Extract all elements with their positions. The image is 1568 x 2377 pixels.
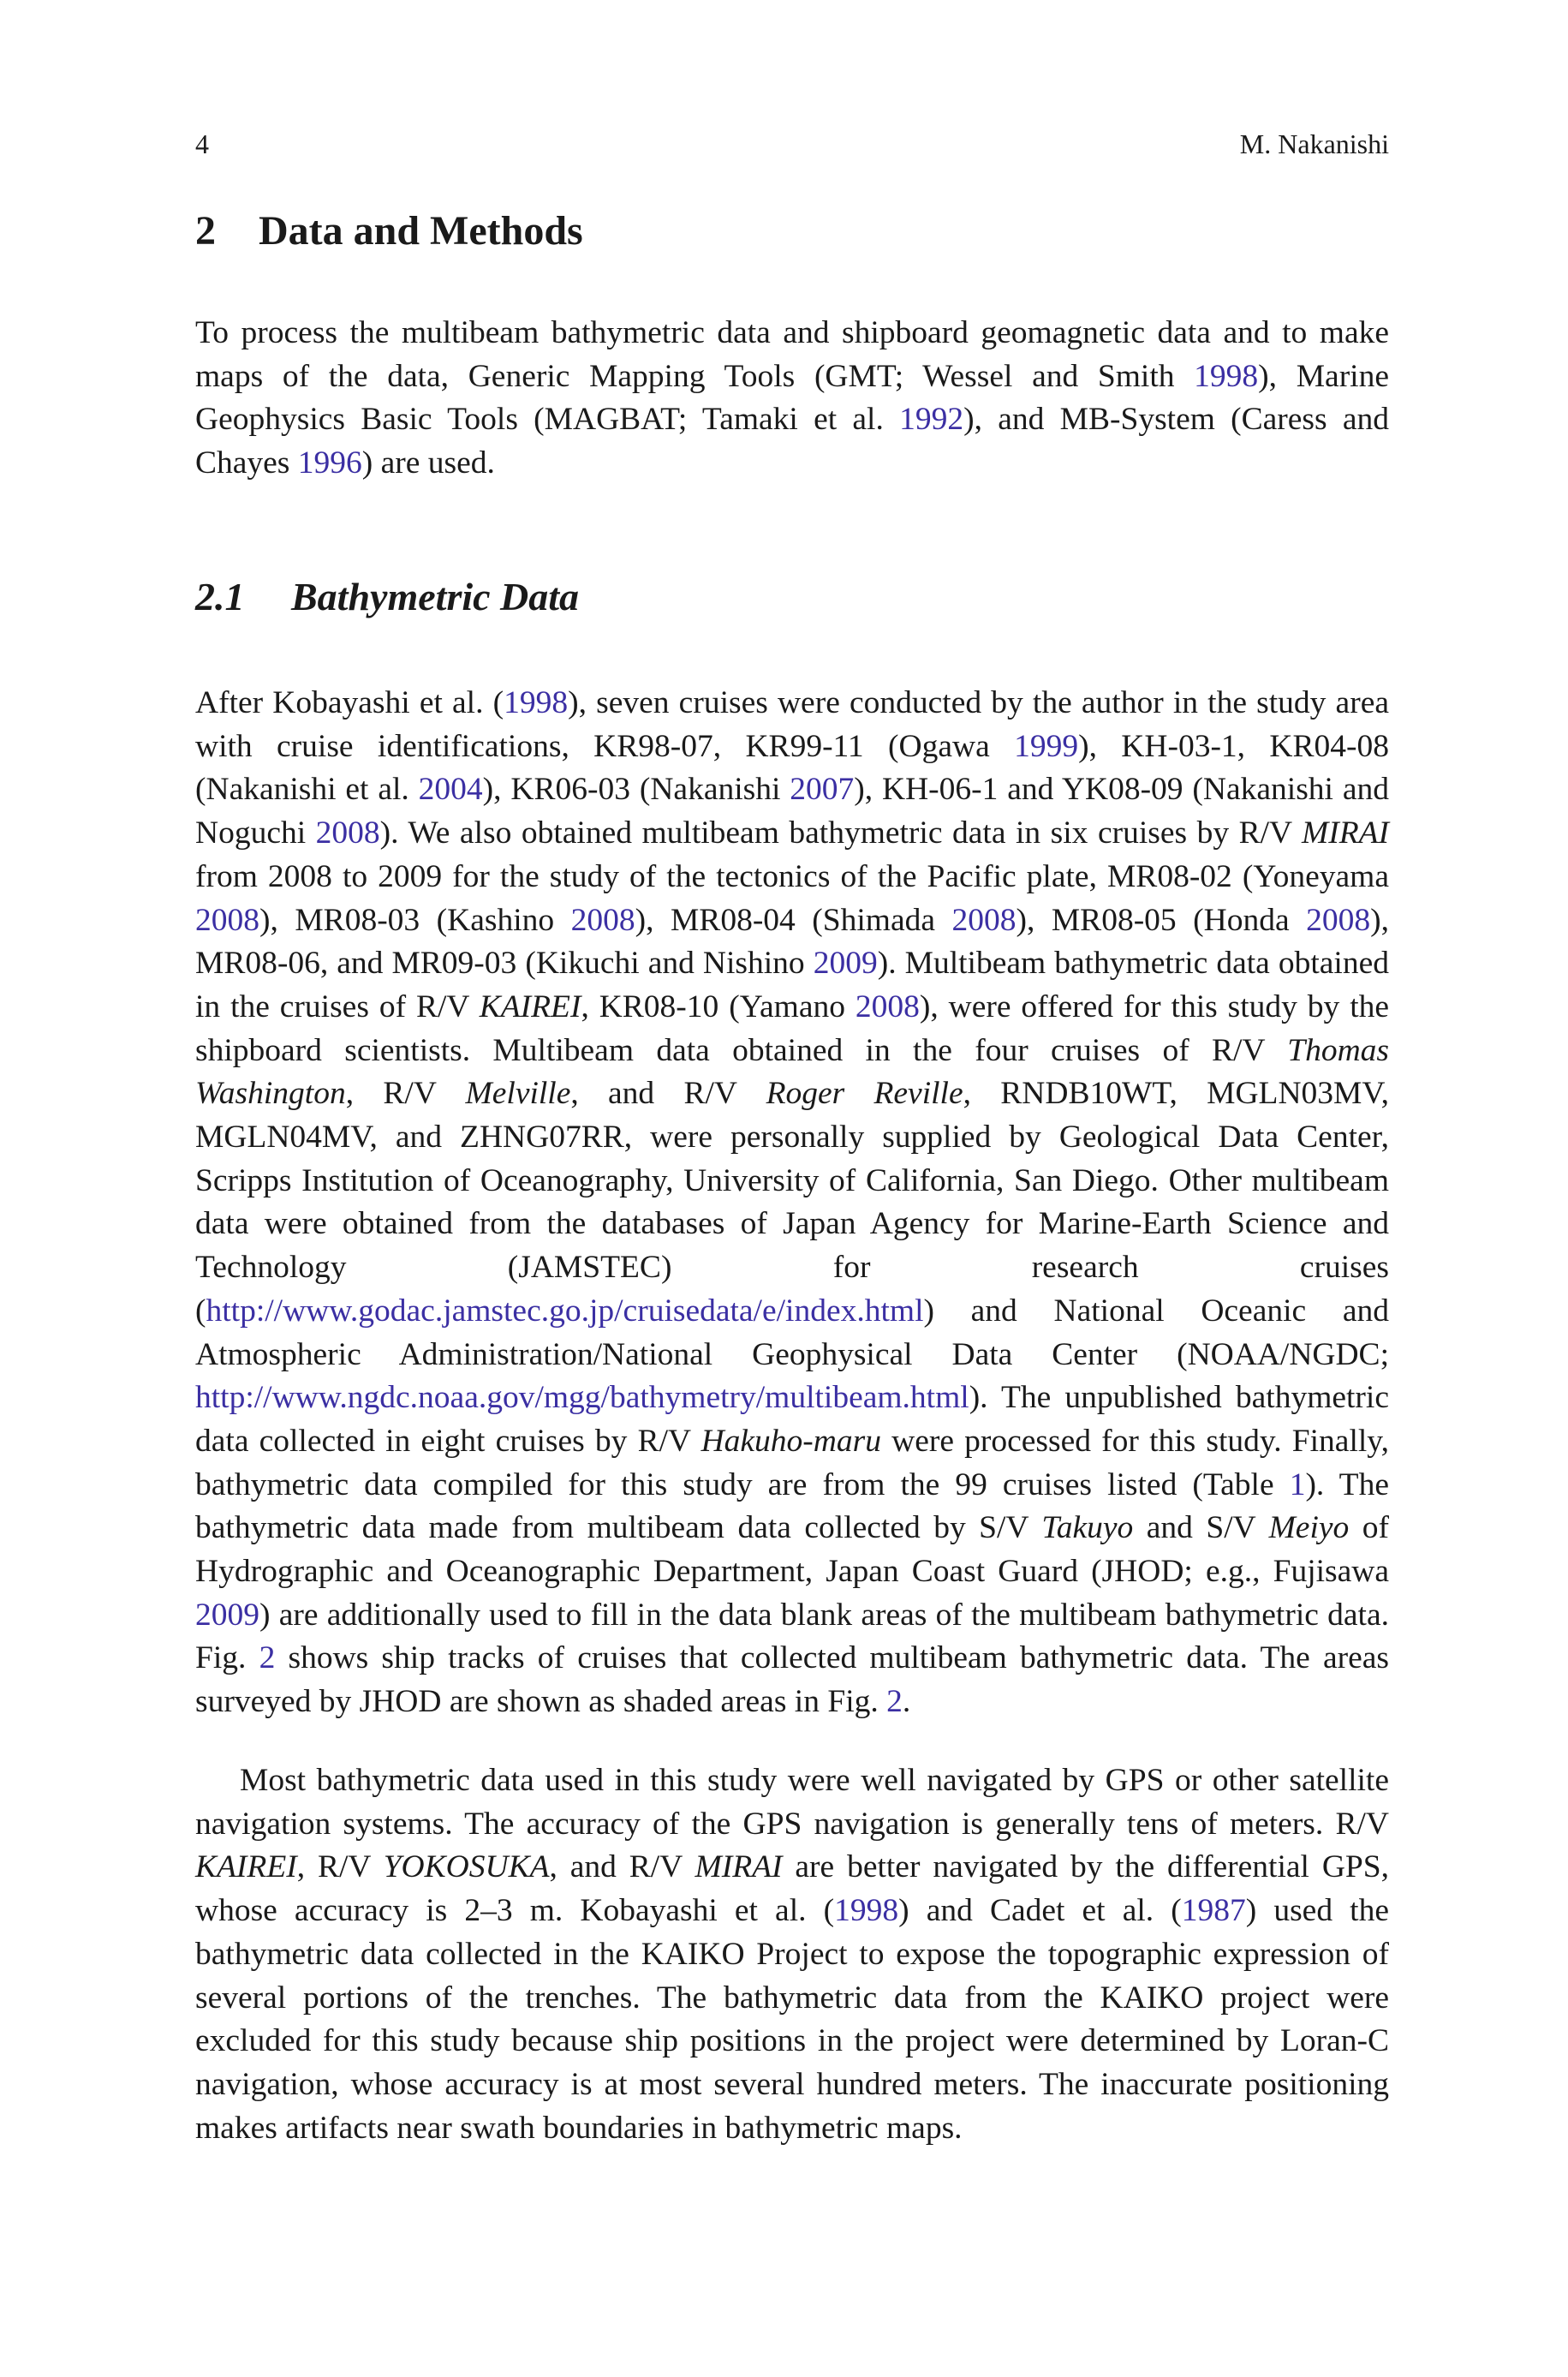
text-run: ), MR08-03 (Kashino [259,902,571,938]
text-run: of Hydrographic and Oceanographic Department, Japan Coast Guard (JHOD; e.g., Fujisawa [195,1510,1389,1590]
reference-link[interactable]: 1987 [1181,1893,1246,1929]
text-run: ), MR08-06, and MR09-03 (Kikuchi and Nishino [195,902,1389,982]
subsection-title: Bathymetric Data [291,575,580,618]
reference-link[interactable]: 2007 [790,772,855,808]
text-run: ), were offered for this study by the shipboard scientists. Multibeam data obtained in the four cruises of R/V [195,988,1390,1068]
reference-link[interactable]: http://www.ngdc.noaa.gov/mgg/bathymetry/multibeam.html [195,1380,969,1416]
body-paragraph-2 [195,1759,1389,2150]
text-run: ) are used. [361,445,495,481]
italic-term: MIRAI [1301,815,1389,851]
text-run: are better navigated by the differential GPS, whose accuracy is 2–3 m. Kobayashi et al. ( [195,1849,1389,1929]
reference-link[interactable]: 2008 [1306,902,1371,938]
section-heading [195,206,583,257]
text-run: , R/V [296,1849,384,1885]
text-run: ). Multibeam bathymetric data obtained in the cruises of R/V [195,946,1389,1024]
text-run: shows ship tracks of cruises that collected multibeam bathymetric data. The areas surveyed by JHOD are shown as shaded areas in Fig. [195,1640,1390,1720]
subsection-number: 2.1 [195,575,245,618]
text-run: Most bathymetric data used in this study were well navigated by GPS or other satellite navigation systems. The accuracy of the GPS navigation is generally tens of meters. R/V [195,1763,1389,1842]
italic-term: Roger Reville [766,1076,963,1112]
text-run: were processed for this study. Finally, bathymetric data compiled for this study are from the 99 cruises listed (Table [195,1423,1389,1502]
text-run: from 2008 to 2009 for the study of the tectonics of the Pacific plate, MR08-02 (Yoneyama [195,858,1389,894]
italic-term: Hakuho-maru [701,1423,881,1459]
italic-term: YOKOSUKA [383,1849,550,1885]
text-run: ), MR08-05 (Honda [1016,902,1307,938]
text-run: ), KH-06-1 and YK08-09 (Nakanishi and Noguchi [195,772,1389,851]
text-run: ). The bathymetric data made from multibeam data collected by S/V [195,1466,1389,1546]
text-run: ) are additionally used to fill in the data blank areas of the multibeam bathymetric data. Fig. [195,1597,1389,1676]
text-run: and S/V [1133,1510,1269,1546]
reference-link[interactable]: 2004 [418,772,483,808]
page-number: 4 [195,128,209,159]
text-run: ), KH-03-1, KR04-08 (Nakanishi et al. [195,728,1389,808]
reference-link[interactable]: 1999 [1014,728,1079,764]
reference-link[interactable]: 1 [1289,1466,1306,1502]
reference-link[interactable]: 1992 [899,402,964,438]
reference-link[interactable]: 2 [259,1640,276,1676]
subsection-heading [195,572,579,622]
text-run: ). The unpublished bathymetric data collected in eight cruises by R/V [195,1380,1389,1459]
reference-link[interactable]: 2009 [813,946,878,982]
section-number: 2 [195,208,216,254]
reference-link[interactable]: 2008 [951,902,1017,938]
reference-link[interactable]: 2009 [195,1597,259,1633]
text-run: ), KR06-03 (Nakanishi [482,772,790,808]
italic-term: KAIREI [195,1849,297,1885]
intro-paragraph [195,312,1389,486]
text-run: , and R/V [570,1076,766,1112]
reference-link[interactable]: 2008 [195,902,259,938]
text-run: . [902,1684,911,1720]
italic-term: Melville [465,1076,571,1112]
text-run: , RNDB10WT, MGLN03MV, MGLN04MV, and ZHNG07RR, were personally supplied by Geological Data Center, Scripps Institution of Oceanography, University of California, San Diego. Other multibeam data were obtained from the databases of Japan Agency for Marine-Earth Science and Technology (JAMSTEC) for research cruises ( [195,1076,1390,1329]
reference-link[interactable]: http://www.godac.jamstec.go.jp/cruisedata/e/index.html [206,1293,924,1329]
reference-link[interactable]: 1998 [834,1893,899,1929]
body-paragraph-1 [195,682,1389,1724]
text-run: ), MR08-04 (Shimada [635,902,952,938]
italic-term: Meiyo [1268,1510,1350,1546]
reference-link[interactable]: 1998 [504,685,569,720]
reference-link[interactable]: 1996 [297,445,362,481]
text-run: ), seven cruises were conducted by the author in the study area with cruise identifications, KR98-07, KR99-11 (Ogawa [195,685,1389,764]
text-run: ), Marine Geophysics Basic Tools (MAGBAT; Tamaki et al. [195,358,1389,438]
reference-link[interactable]: 2 [886,1684,903,1720]
text-run: After Kobayashi et al. ( [195,685,504,720]
text-run: To process the multibeam bathymetric data and shipboard geomagnetic data and to make maps of the data, Generic Mapping Tools (GMT; Wessel and Smith [195,315,1389,394]
text-run: , R/V [345,1076,466,1112]
reference-link[interactable]: 2008 [570,902,635,938]
text-run: ) used the bathymetric data collected in the KAIKO Project to expose the topographic expression of several portions of the trenches. The bathymetric data from the KAIKO project were excluded for this study because ship positions in the project were determined by Loran-C navigation, whose accuracy is at most several hundred meters. The inaccurate positioning makes artifacts near swath boundaries in bathymetric maps. [195,1893,1389,2146]
text-run: , and R/V [549,1849,695,1885]
reference-link[interactable]: 1998 [1194,358,1259,394]
italic-term: KAIREI [479,988,581,1024]
text-run: ), and MB-System (Caress and Chayes [195,402,1390,481]
italic-term: Thomas Washington [195,1032,1389,1112]
running-author: M. Nakanishi [1239,128,1389,159]
italic-term: Takuyo [1041,1510,1134,1546]
reference-link[interactable]: 2008 [855,988,920,1024]
text-run: ). We also obtained multibeam bathymetric data in six cruises by R/V [379,815,1302,851]
reference-link[interactable]: 2008 [315,815,380,851]
text-run: , KR08-10 (Yamano [581,988,856,1024]
text-run: ) and Cadet et al. ( [898,1893,1182,1929]
text-run: ) and National Oceanic and Atmospheric Administration/National Geophysical Data Center (NOAA/NGDC; [195,1293,1389,1372]
italic-term: MIRAI [695,1849,783,1885]
section-title: Data and Methods [259,208,583,254]
